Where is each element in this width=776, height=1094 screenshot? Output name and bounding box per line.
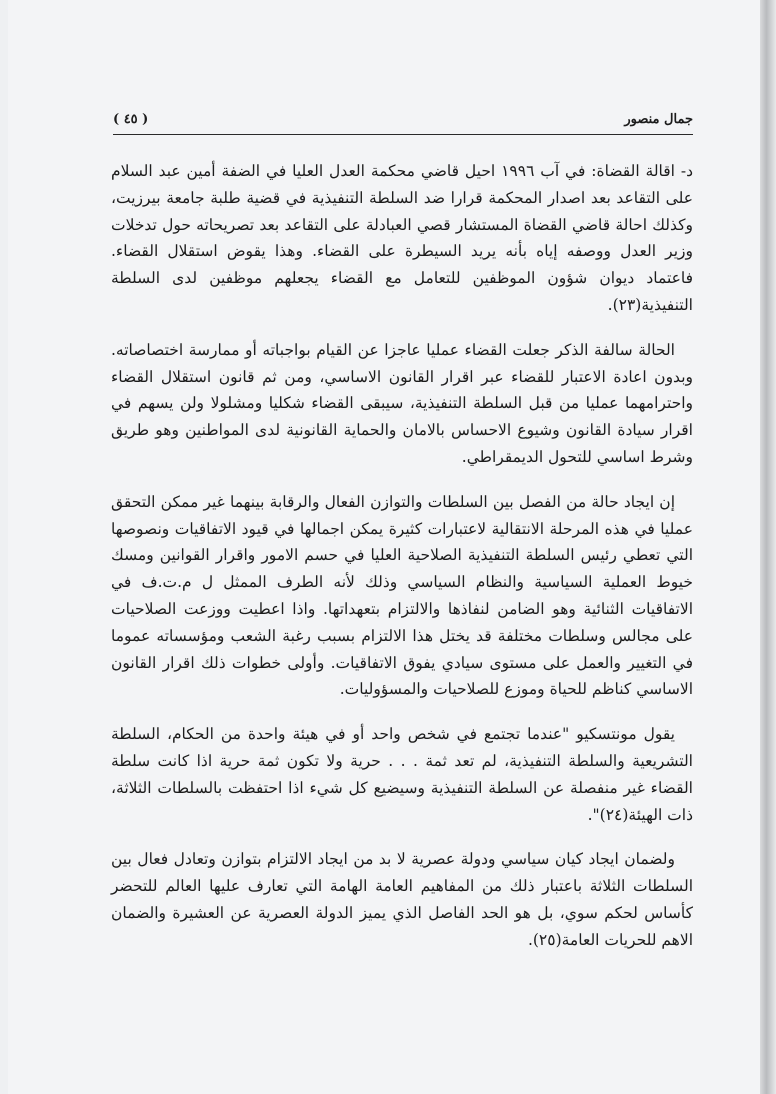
page-number: ( ٤٥ ) — [113, 112, 149, 127]
page-header — [113, 112, 693, 132]
book-page — [8, 0, 760, 1094]
body-text — [111, 158, 693, 954]
paragraph-judiciary-status: الحالة سالفة الذكر جعلت القضاء عمليا عاجزا عن القيام بواجباته أو ممارسة اختصاصاته. وبدون اعادة الاعتبار للقضاء عبر اقرار القانون الاساسي، ومن ثم قانون استقلال القضاء واحترامهما عمليا من قبل السلطة التنفيذية، سيبقى القضاء شكليا ومشلولا ولن يسهم في اقرار سيادة القانون وشيوع الاحساس بالامان والحماية القانونية لدى المواطنين وهو طريق وشرط اساسي للتحول الديمقراطي. — [111, 340, 693, 466]
running-head-author: جمال منصور — [624, 112, 693, 127]
page-edge-shadow — [760, 0, 776, 1094]
paragraph-separation-of-powers: إن ايجاد حالة من الفصل بين السلطات والتوازن الفعال والرقابة بينهما غير ممكن التحقق عمليا في هذه المرحلة الانتقالية لاعتبارات كثيرة يمكن اجمالها في قيود الاتفاقيات ونصوصها التي تعطي رئيس السلطة التنفيذية الصلاحية العليا في حسم الامور واقرار القوانين ومسك خيوط العملية السياسية والنظام السياسي وذلك لأنه الطرف الممثل ل م.ت.ف في الاتفاقيات الثنائية وهو الضامن لنفاذها والالتزام بتعهداتها. واذا اعطيت ووزعت الصلاحيات على مجالس وسلطات مختلفة قد يختل هذا الالتزام بسبب رغبة الشعب ومؤسساته عموما في التغيير والعمل على مستوى سيادي يفوق الاتفاقيات. وأولى خطوات ذلك اقرار القانون الاساسي كناظم للحياة وموزع للصلاحيات والمسؤوليات. — [111, 492, 693, 699]
paragraph-modern-state: ولضمان ايجاد كيان سياسي ودولة عصرية لا بد من ايجاد الالتزام بتوازن وتعادل فعال بين السلطات الثلاثة باعتبار ذلك من المفاهيم العامة الهامة التي تعارف عليها العالم للتحضر كأساس لحكم سوي، بل هو الحد الفاصل الذي يميز الدولة العصرية عن العشيرة والضمان الاهم للحريات العامة(٢٥). — [111, 850, 693, 949]
paragraph-judges-dismissal: د- اقالة القضاة: في آب ١٩٩٦ احيل قاضي محكمة العدل العليا في الضفة أمين عبد السلام على التقاعد بعد اصدار المحكمة قرارا ضد السلطة التنفيذية في قضية طلبة جامعة بيرزيت، وكذلك احالة قاضي القضاة المستشار قصي العبادلة على التقاعد بعد تصريحاته حول تدخلات وزير العدل ووصفه إياه بأنه يريد السيطرة على القضاء. وهذا يقوض استقلال القضاء. فاعتماد ديوان شؤون الموظفين للتعامل مع القضاء يجعلهم موظفين لدى السلطة التنفيذية(٢٣). — [111, 162, 693, 314]
paragraph-montesquieu-quote: يقول مونتسكيو "عندما تجتمع في شخص واحد أو في هيئة واحدة من الحكام، السلطة التشريعية والسلطة التنفيذية، لم تعد ثمة . . . حرية ولا تكون ثمة حرية اذا كانت سلطة القضاء غير منفصلة عن السلطة التنفيذية وسيضيع كل شيء اذا احتفظت بالسلطات الثلاثة، ذات الهيئة(٢٤)". — [111, 725, 693, 824]
header-rule — [113, 134, 693, 135]
